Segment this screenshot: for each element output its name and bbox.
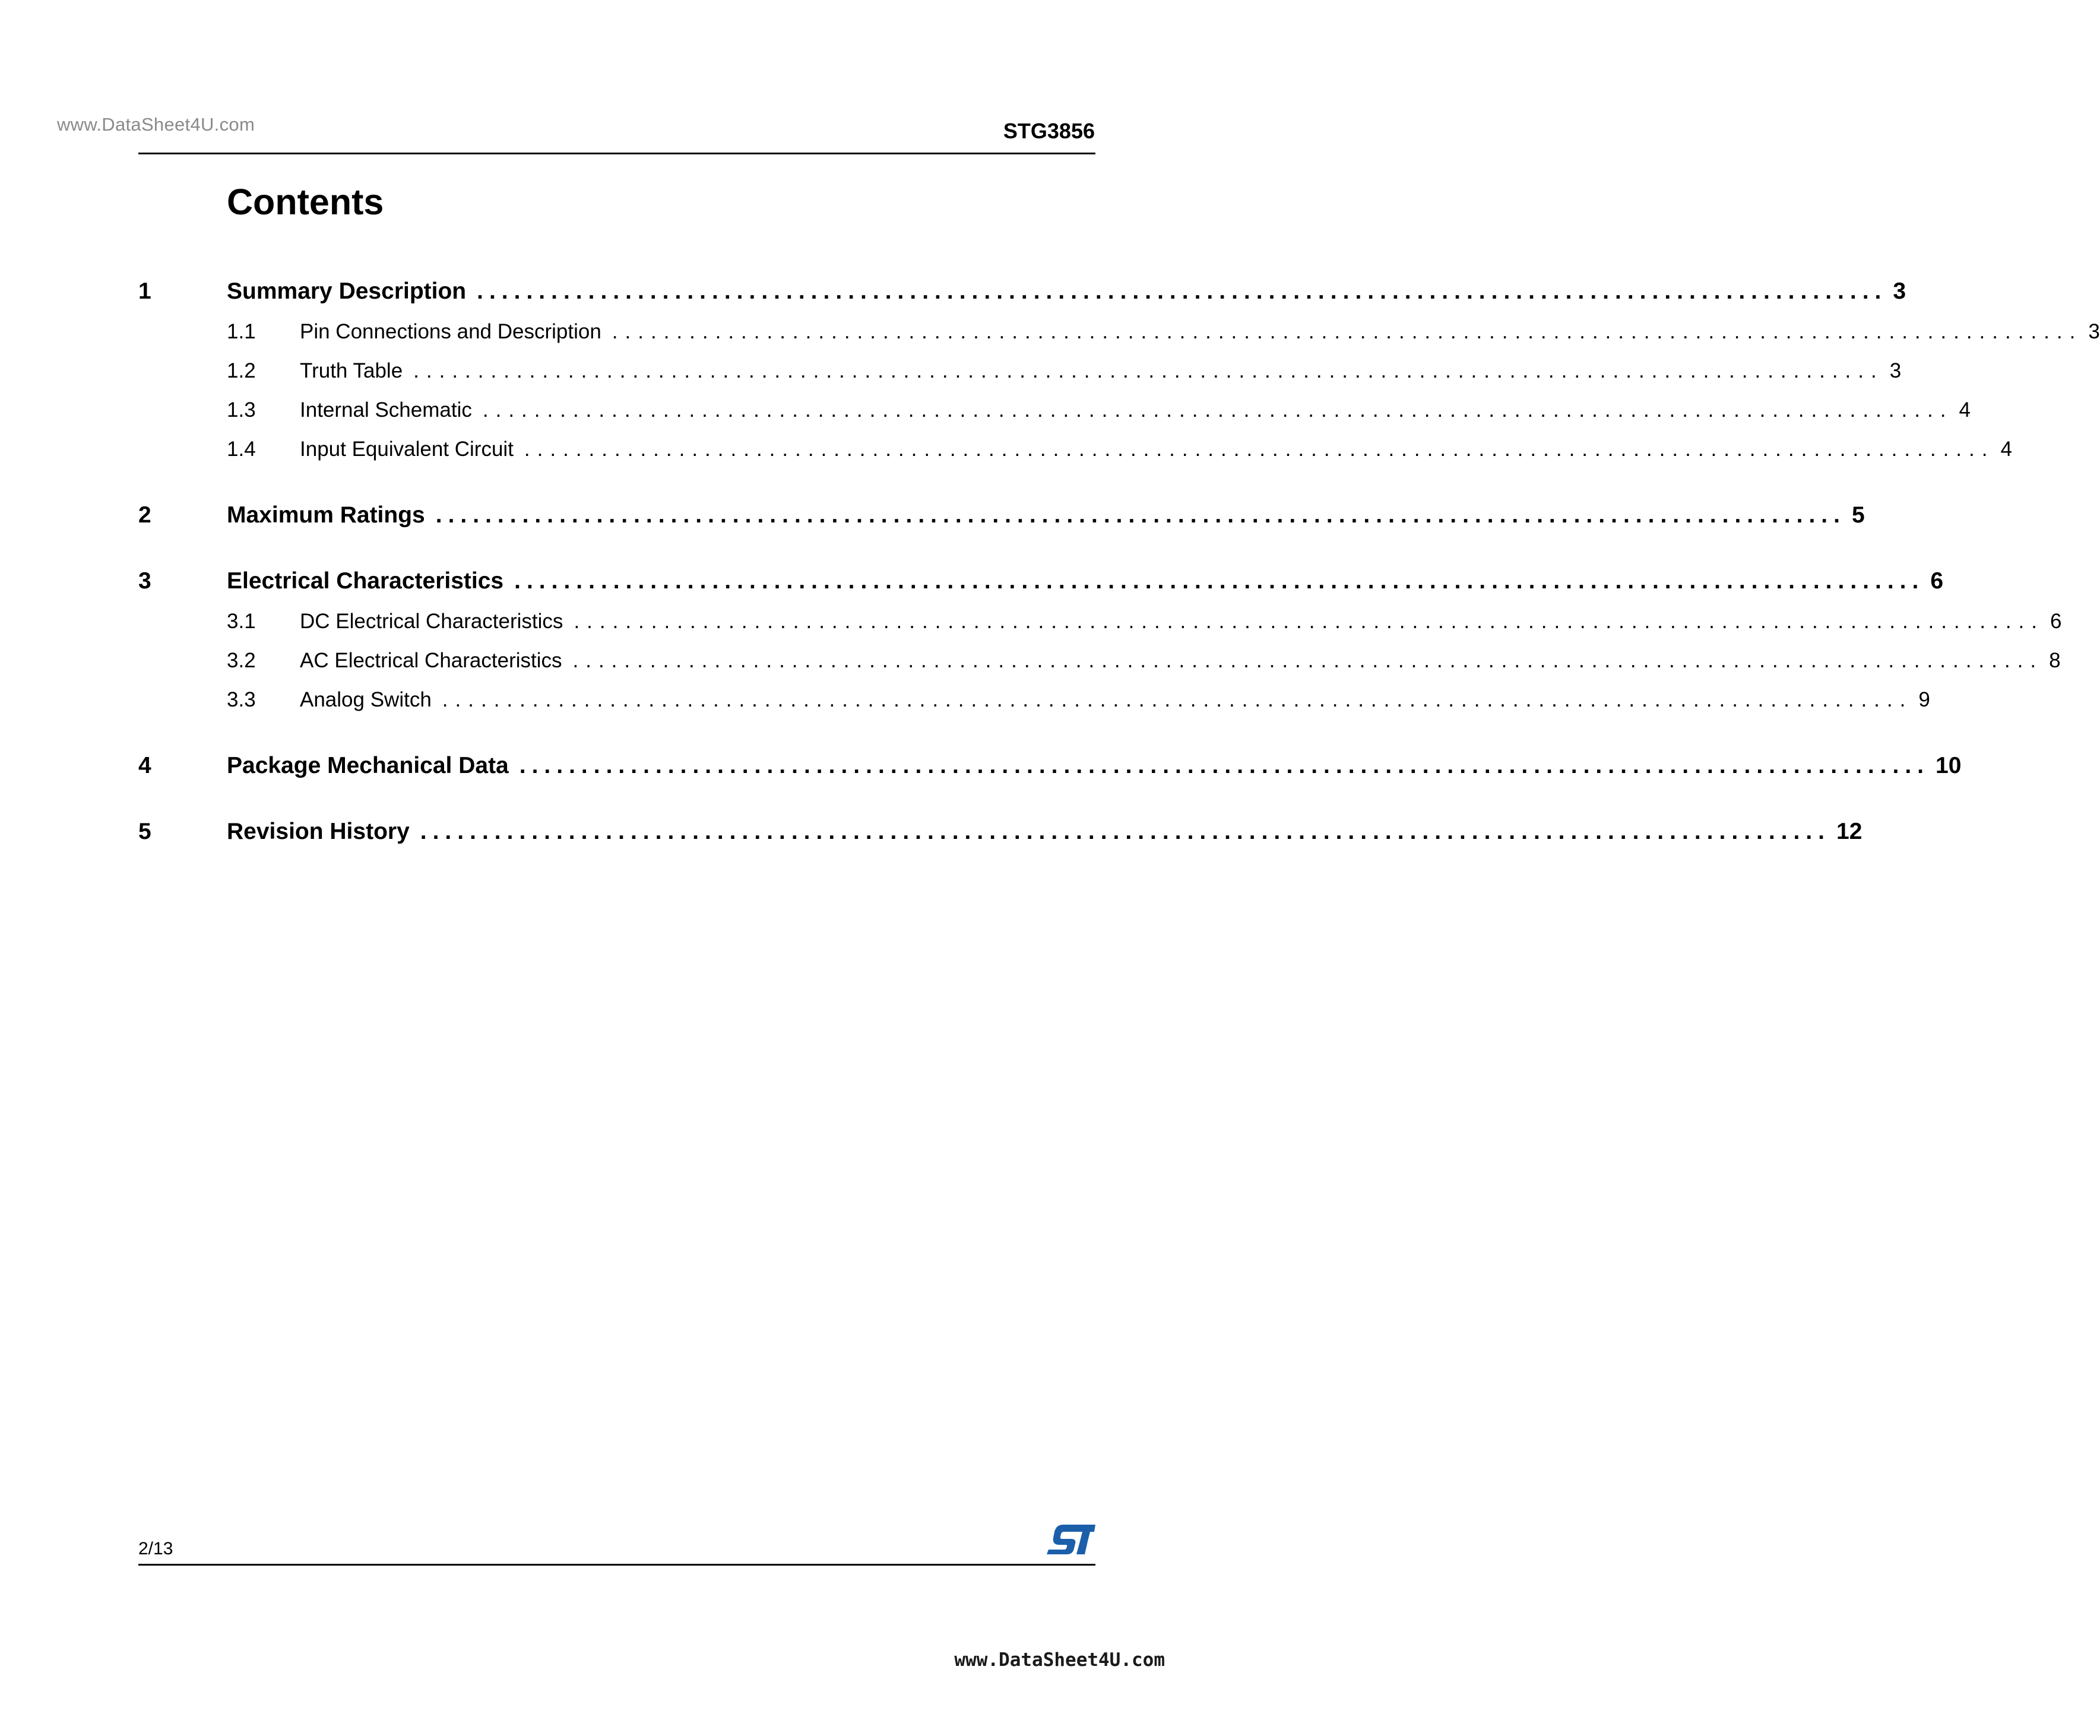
toc-entry-1[interactable] bbox=[138, 278, 1906, 305]
toc-entry-page: 10 bbox=[1936, 753, 1962, 778]
document-id: STG3856 bbox=[1003, 119, 1095, 143]
toc-entry-3-2[interactable] bbox=[138, 649, 2061, 673]
dot-leader: .................................................................................................................. bbox=[435, 502, 1846, 528]
toc-entry-1-3[interactable] bbox=[138, 398, 1971, 422]
toc-entry-1-4[interactable] bbox=[138, 438, 2012, 461]
toc-entry-number: 3.2 bbox=[227, 649, 256, 672]
toc-entry-title: AC Electrical Characteristics bbox=[300, 649, 562, 672]
toc-entry-page: 4 bbox=[1959, 398, 1971, 422]
toc-entry-title: Electrical Characteristics bbox=[227, 568, 504, 594]
toc-entry-title: Analog Switch bbox=[300, 688, 432, 711]
toc-entry-page: 4 bbox=[2000, 438, 2012, 461]
toc-entry-number: 5 bbox=[138, 819, 151, 844]
toc-entry-number: 3.3 bbox=[227, 688, 256, 711]
toc-entry-number: 3.1 bbox=[227, 610, 256, 633]
toc-entry-page: 8 bbox=[2049, 649, 2061, 672]
toc-entry-title: Internal Schematic bbox=[300, 398, 472, 422]
page-number: 2/13 bbox=[138, 1539, 173, 1558]
toc-entry-number: 1.2 bbox=[227, 359, 256, 382]
toc-entry-3-3[interactable] bbox=[138, 688, 1930, 712]
toc-entry-number: 1.4 bbox=[227, 438, 256, 461]
toc-entry-title: Package Mechanical Data bbox=[227, 753, 509, 778]
toc-entry-5[interactable] bbox=[138, 819, 1863, 845]
page-title: Contents bbox=[227, 182, 384, 222]
footer-rule bbox=[138, 1564, 1095, 1566]
toc-entry-3[interactable] bbox=[138, 568, 1944, 594]
st-logo bbox=[1043, 1523, 1094, 1556]
toc-entry-4[interactable] bbox=[138, 753, 1962, 779]
toc-entry-page: 6 bbox=[1930, 568, 1944, 594]
toc-entry-number: 1.3 bbox=[227, 398, 256, 422]
toc-entry-title: Truth Table bbox=[300, 359, 403, 382]
toc-entry-title: Revision History bbox=[227, 819, 410, 844]
dot-leader: .................................................................................................................. bbox=[524, 438, 1995, 461]
toc-entry-title: Pin Connections and Description bbox=[300, 320, 601, 343]
toc-entry-2[interactable] bbox=[138, 502, 1865, 528]
toc-entry-page: 3 bbox=[2088, 320, 2100, 343]
toc-entry-number: 2 bbox=[138, 502, 151, 528]
toc-entry-page: 5 bbox=[1851, 502, 1865, 528]
dot-leader: .................................................................................................................. bbox=[612, 320, 2083, 343]
toc-entry-title: Summary Description bbox=[227, 278, 467, 304]
toc-entry-page: 3 bbox=[1889, 359, 1902, 382]
dot-leader: .................................................................................................................. bbox=[413, 359, 1884, 382]
toc-entry-page: 3 bbox=[1893, 278, 1906, 304]
header-watermark: www.DataSheet4U.com bbox=[57, 114, 255, 135]
dot-leader: .................................................................................................................. bbox=[572, 649, 2044, 672]
dot-leader: .................................................................................................................. bbox=[442, 688, 1913, 711]
header-rule bbox=[138, 153, 1095, 154]
dot-leader: .................................................................................................................. bbox=[420, 819, 1831, 844]
dot-leader: .................................................................................................................. bbox=[482, 398, 1953, 422]
toc-entry-title: Input Equivalent Circuit bbox=[300, 438, 514, 461]
toc-entry-3-1[interactable] bbox=[138, 610, 2062, 633]
toc-entry-number: 1 bbox=[138, 278, 151, 304]
toc-entry-title: Maximum Ratings bbox=[227, 502, 425, 528]
toc-entry-number: 4 bbox=[138, 753, 151, 778]
toc-entry-number: 1.1 bbox=[227, 320, 256, 343]
toc-entry-page: 9 bbox=[1918, 688, 1930, 711]
toc-entry-1-2[interactable] bbox=[138, 359, 1902, 383]
dot-leader: .................................................................................................................. bbox=[574, 610, 2044, 633]
toc-entry-1-1[interactable] bbox=[138, 320, 2100, 344]
dot-leader: .................................................................................................................. bbox=[519, 753, 1930, 778]
dot-leader: .................................................................................................................. bbox=[514, 568, 1925, 594]
toc-entry-number: 3 bbox=[138, 568, 151, 594]
toc-entry-page: 12 bbox=[1836, 819, 1863, 844]
toc-entry-title: DC Electrical Characteristics bbox=[300, 610, 563, 633]
footer-watermark: www.DataSheet4U.com bbox=[954, 1649, 1165, 1671]
toc-entry-page: 6 bbox=[2050, 610, 2062, 633]
dot-leader: .................................................................................................................. bbox=[477, 278, 1887, 304]
